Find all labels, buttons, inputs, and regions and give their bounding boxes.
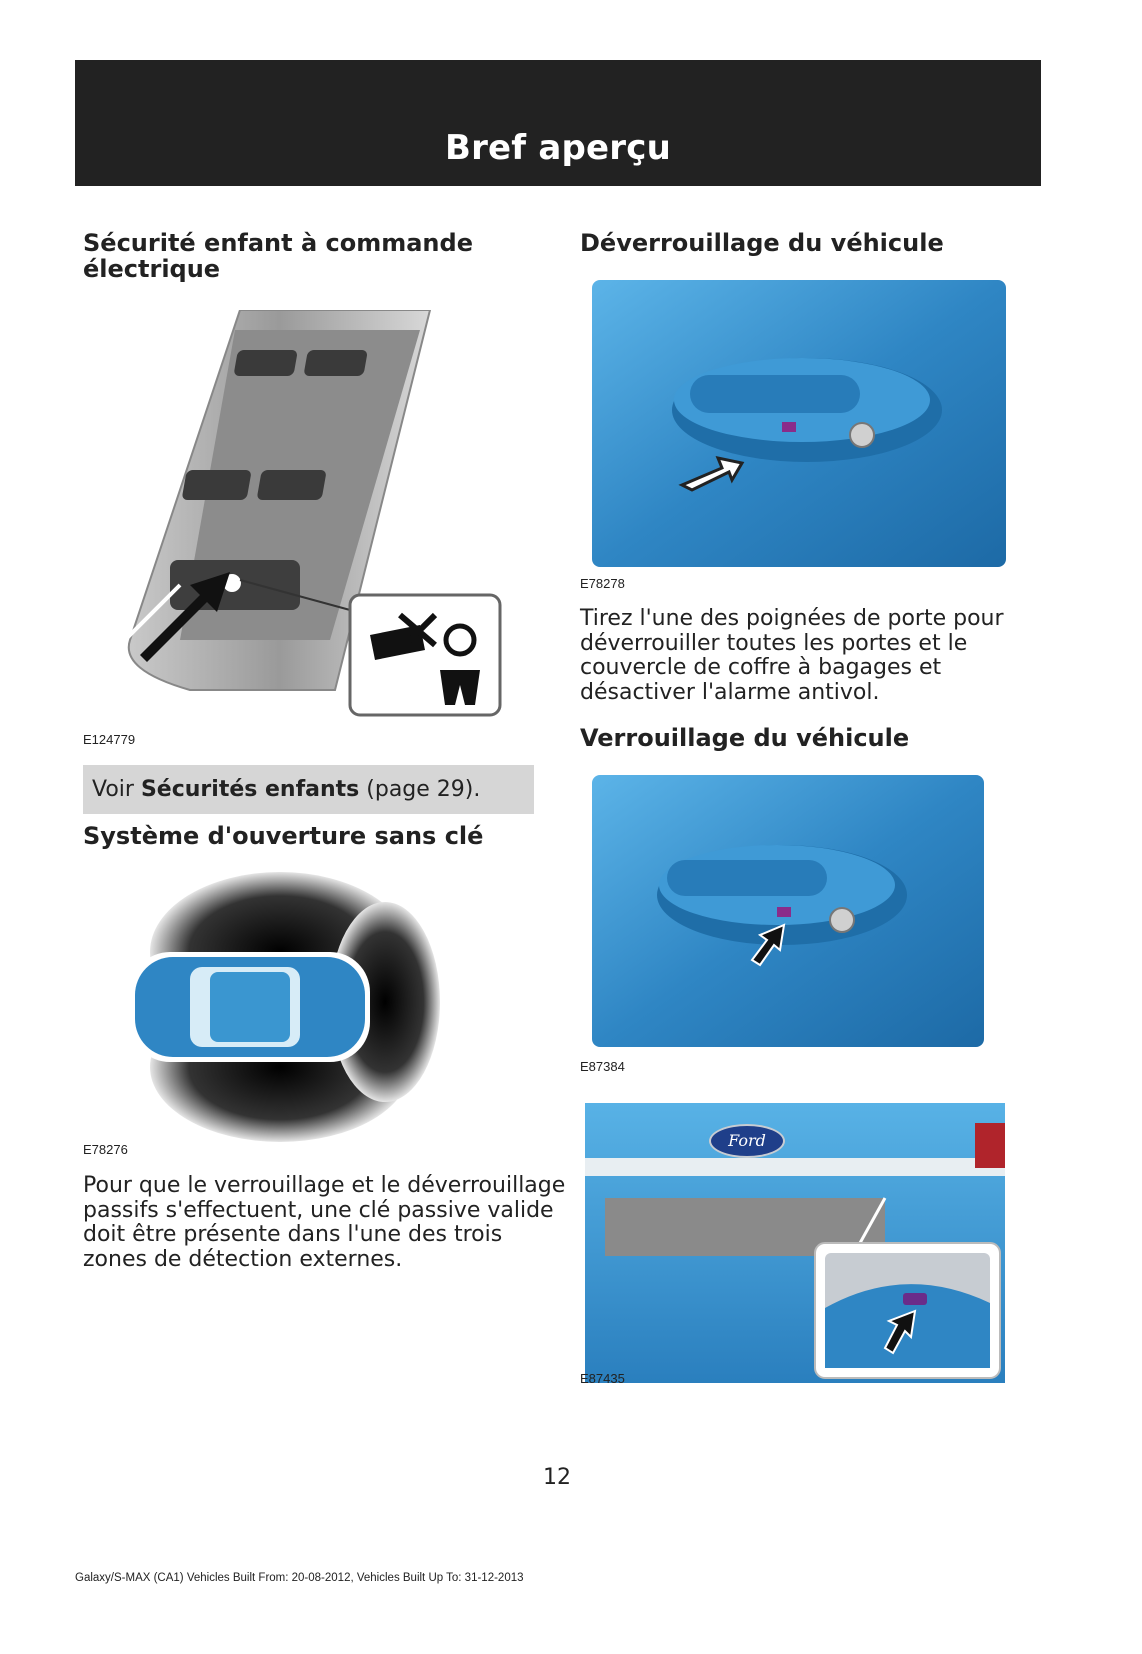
header-bar: [75, 60, 1041, 186]
tailgate-lock-illustration: [585, 1103, 1005, 1383]
door-handle-unlock-illustration: [592, 280, 1006, 567]
note-suffix: (page 29).: [359, 777, 481, 802]
see-also-note: [83, 765, 534, 814]
text-line: déverrouiller toutes les portes et le: [580, 630, 968, 656]
child-lock-heading-line1: Sécurité enfant à commande: [83, 229, 473, 257]
text-line: Tirez l'une des poignées de porte pour: [580, 606, 1004, 631]
text-line: passifs s'effectuent, une clé passive valide: [83, 1197, 554, 1223]
text-line: doit être présente dans l'une des trois: [83, 1222, 503, 1247]
keyless-heading: Système d'ouverture sans clé: [83, 822, 484, 850]
figure-code: E87435: [580, 1371, 625, 1386]
lock-heading: Verrouillage du véhicule: [580, 724, 910, 752]
figure-code: E124779: [83, 732, 136, 747]
text-line: zones de détection externes.: [83, 1246, 403, 1272]
child-safety-link[interactable]: Sécurités enfants: [140, 777, 360, 802]
ford-logo-badge: Ford: [709, 1124, 785, 1158]
page-title: Bref aperçu: [444, 128, 672, 168]
unlock-description: [580, 607, 1004, 705]
page-number: 12: [543, 1465, 571, 1490]
figure-code: E78276: [83, 1142, 128, 1157]
keyless-description: [83, 1174, 565, 1272]
text-line: couvercle de coffre à bagages et: [580, 655, 942, 680]
child-lock-heading-line2: électrique: [83, 255, 221, 283]
keyless-zones-illustration: [130, 872, 440, 1142]
text-line: Pour que le verrouillage et le déverrouillage: [83, 1173, 566, 1198]
child-lock-switch-illustration: [120, 310, 520, 740]
child-lock-heading: [83, 230, 473, 282]
note-prefix: Voir: [92, 777, 141, 802]
unlock-heading: Déverrouillage du véhicule: [580, 229, 944, 257]
figure-code: E87384: [580, 1059, 625, 1074]
figure-code: E78278: [580, 576, 625, 591]
door-handle-lock-illustration: [592, 775, 984, 1047]
text-line: désactiver l'alarme antivol.: [580, 679, 880, 705]
footer-vehicle-info: Galaxy/S-MAX (CA1) Vehicles Built From: 20-08-2012, Vehicles Built Up To: 31-12-2013: [75, 1572, 524, 1584]
